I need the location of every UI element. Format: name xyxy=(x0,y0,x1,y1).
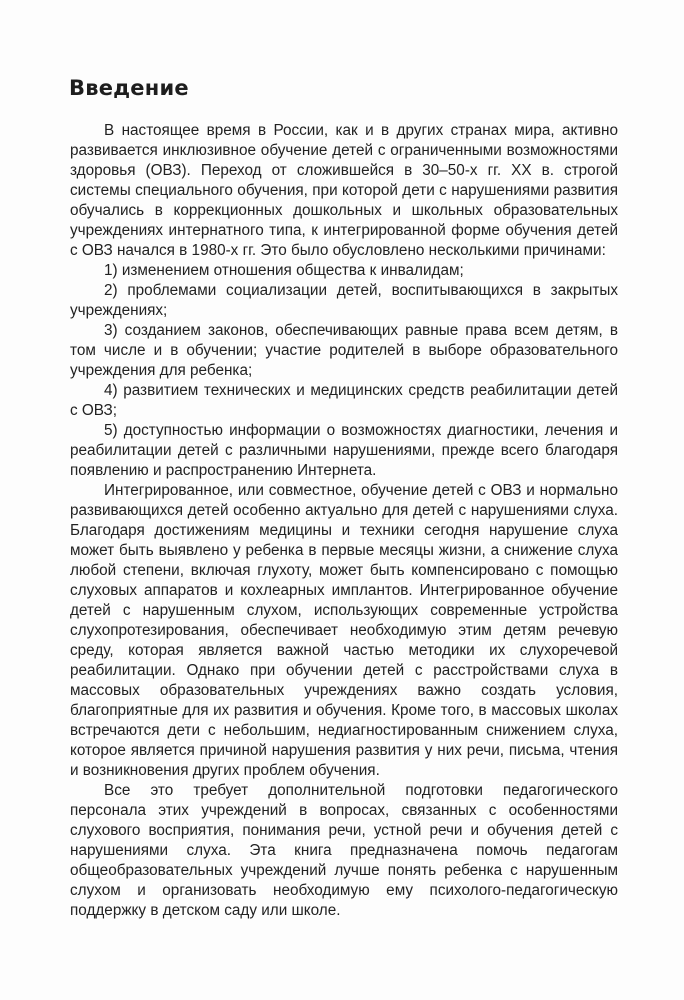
list-item-2: 2) проблемами социализации детей, воспитывающихся в закрытых учреждениях; xyxy=(70,282,618,319)
intro-paragraph: В настоящее время в России, как и в других странах мира, активно развивается инклюзивное обучение детей с ограниченными возможностями здоровья (ОВЗ). Переход от сложившейся в 30–50-х гг. XX в. строгой системы специального обучения, при которой дети с нарушениями развития обучались в коррекционных дошкольных и школьных образовательных учреждениях интернатного типа, к интегрированной форме обучения детей с ОВЗ начался в 1980-х гг. Это было обусловлено несколькими причинами: xyxy=(70,122,618,259)
section-heading: Введение xyxy=(69,76,189,100)
list-item-5: 5) доступностью информации о возможностях диагностики, лечения и реабилитации детей с различными нарушениями, прежде всего благодаря появлению и распространению Интернета. xyxy=(70,422,618,479)
integration-paragraph: Интегрированное, или совместное, обучение детей с ОВЗ и нормально развивающихся детей особенно актуально для детей с нарушениями слуха. Благодаря достижениям медицины и техники сегодня нарушение слуха может быть выявлено у ребенка в первые месяцы жизни, а снижение слуха любой степени, включая глухоту, может быть компенсировано с помощью слуховых аппаратов и кохлеарных имплантов. Интегрированное обучение детей с нарушенным слухом, использующих современные устройства слухопротезирования, обеспечивает необходимую этим детям речевую среду, которая является важной частью методики их слухоречевой реабилитации. Однако при обучении детей с расстройствами слуха в массовых образовательных учреждениях важно создать условия, благоприятные для их развития и обучения. Кроме того, в массовых школах встречаются дети с небольшим, недиагностированным снижением слуха, которое является причиной нарушения развития у них речи, письма, чтения и возникновения других проблем обучения. xyxy=(70,482,618,779)
list-item-3: 3) созданием законов, обеспечивающих равные права всем детям, в том числе и в обучении; участие родителей в выборе образовательного учреждения для ребенка; xyxy=(70,322,618,379)
list-item-1: 1) изменением отношения общества к инвалидам; xyxy=(104,262,464,279)
list-item-4: 4) развитием технических и медицинских средств реабилитации детей с ОВЗ; xyxy=(70,382,618,419)
body-text xyxy=(70,121,618,921)
closing-paragraph: Все это требует дополнительной подготовки педагогического персонала этих учреждений в вопросах, связанных с особенностями слухового восприятия, понимания речи, устной речи и обучения детей с нарушениями слуха. Эта книга предназначена помочь педагогам общеобразовательных учреждений лучше понять ребенка с нарушенным слухом и организовать необходимую ему психолого-педагогическую поддержку в детском саду или школе. xyxy=(70,782,618,919)
